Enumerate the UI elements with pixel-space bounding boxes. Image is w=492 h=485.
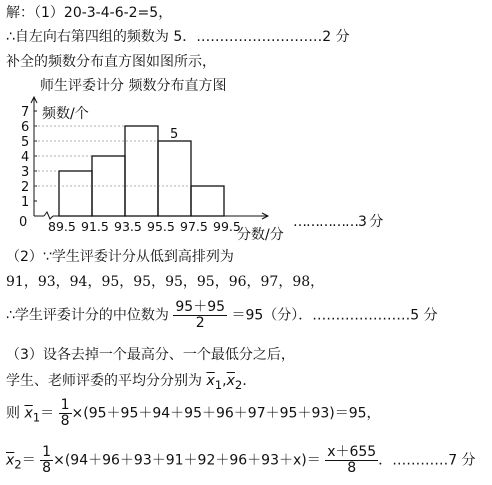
y-axis-label: 频数/个 (42, 106, 89, 122)
bar-value-label: 5 (170, 127, 179, 142)
x-axis-label: 分数/分 (237, 227, 284, 242)
x-axis-break (44, 212, 53, 219)
histogram-bar (125, 126, 158, 216)
median-num: 95＋95 (175, 299, 226, 315)
part2-line1: （2）∵学生评委计分从低到高排列为 (6, 249, 234, 265)
mean-intro: 学生、老师评委的平均分分别为 (6, 373, 202, 389)
eq2-result-fraction: $\frac{x+655}{8}$ (327, 444, 377, 476)
origin-label: 0 (19, 215, 28, 230)
chart-title: 师生评委计分 频数分布直方图 (40, 78, 227, 94)
histogram-bar (158, 141, 191, 216)
part2-line2: 91，93，94，95，95，95，95，96，97，98， (6, 274, 325, 290)
part2-median (6, 300, 438, 331)
y-tick-label: 1 (21, 195, 30, 210)
line-1: 解：（1）20-3-4-6-2=5， (6, 5, 173, 21)
histogram-bar (92, 156, 125, 216)
histogram-bar (191, 186, 224, 216)
median-den: 2 (195, 315, 205, 331)
part3-line1: （3）设各去掉一个最高分、一个最低分之后， (6, 347, 295, 363)
x2-bar: $\overline{x}_2$ (226, 373, 243, 392)
line-3: 补全的频数分布直方图如图所示， (6, 54, 216, 70)
x-tick-label: 89.5 (48, 219, 76, 234)
eq2-body: ×(94＋96＋93＋91＋92＋96＋93＋x)＝ (53, 452, 321, 469)
histogram-bar (59, 171, 92, 216)
y-tick-label: 5 (21, 135, 30, 150)
part3-eq2: $\overline{x}_2=$ $\frac{1}{8}$ ×(94＋96＋93＋91＋92＋96＋93＋x)＝ $\frac{x+655}{8}$ ．…………7 分 (6, 444, 476, 476)
y-tick-label: 4 (21, 150, 30, 165)
eq2-fraction: $\frac{1}{8}$ (42, 444, 52, 476)
x-tick-label: 99.5 (213, 219, 241, 234)
median-suffix: ＝95（分）．…………………5 分 (231, 307, 438, 324)
line-2: ∴自左向右第四组的频数为 5．………………………2 分 (6, 29, 350, 45)
median-fraction (173, 300, 227, 331)
score-7: ．…………7 分 (378, 452, 476, 469)
x-tick-label: 91.5 (81, 219, 109, 234)
y-tick-label: 7 (21, 105, 30, 120)
eq1-fraction: $\frac{1}{8}$ (60, 397, 70, 429)
y-tick-label: 2 (21, 180, 30, 195)
eq1-body: ×(95＋95＋94＋95＋96＋97＋95＋93)＝95， (71, 405, 381, 422)
score-3: ……………3 分 (293, 214, 383, 230)
histogram (0, 72, 492, 242)
part3-eq1: 则 $\overline{x}_1=$ $\frac{1}{8}$ ×(95＋95＋94＋95＋96＋97＋95＋93)＝95， (6, 397, 381, 429)
x1-bar: $\overline{x}_1$ (206, 373, 223, 392)
part3-line2: 学生、老师评委的平均分分别为 $\overline{x}_1,\overline{x}_2$． (6, 373, 257, 392)
x-tick-label: 97.5 (180, 219, 208, 234)
y-tick-label: 3 (21, 165, 30, 180)
then-label: 则 (6, 405, 20, 422)
median-prefix: ∴学生评委计分的中位数为 (6, 307, 169, 324)
y-tick-label: 6 (21, 120, 30, 135)
x-tick-label: 95.5 (147, 219, 175, 234)
x-tick-label: 93.5 (114, 219, 142, 234)
